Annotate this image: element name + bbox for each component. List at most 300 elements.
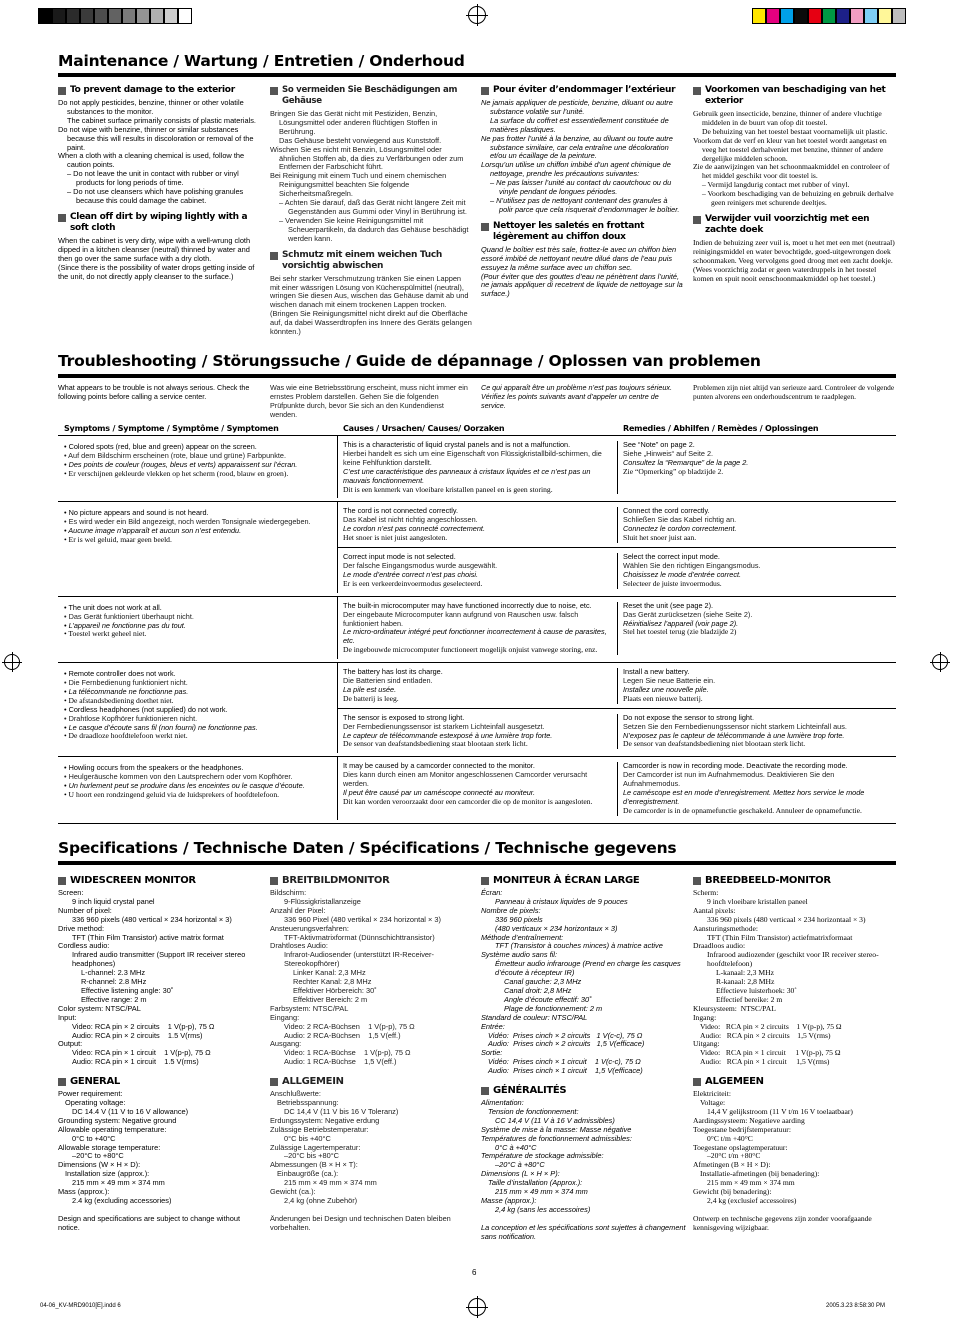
cell-text: The sensor is exposed to strong light. xyxy=(343,712,465,722)
maintenance-heading: Maintenance / Wartung / Entretien / Onderhoud xyxy=(58,52,465,70)
table-row xyxy=(58,663,896,757)
spec-line: 336 960 pixels (480 verticaal × 234 horizontaal × 3) xyxy=(707,914,866,924)
ts-intro-de: Was wie eine Betriebsstörung erscheint, muss nicht immer ein ernstes Problem darstellen. Gehen Sie die folgenden Prüfpunkte durch, bevor Sie sich an den Kundendienst wenden. xyxy=(270,383,468,419)
spec-line: Dimensions (W × H × D): xyxy=(58,1160,141,1170)
spec-line: Panneau à cristaux liquides de 9 pouces xyxy=(495,896,628,906)
cell-text: Der Fernbedienungssensor ist starkem Lichteinfall ausgesetzt. xyxy=(343,721,545,731)
spec-line: Ansteuerungsverfahren: xyxy=(270,923,349,933)
spec-line: –20°C bis +80°C xyxy=(284,1151,340,1161)
spec-line: Screen: xyxy=(58,888,84,897)
maintenance-en xyxy=(58,85,258,281)
maint-de-heading-2: Schmutz mit einem weichen Tuch vorsichtig abwischen xyxy=(282,249,442,271)
color-swatch xyxy=(108,8,122,24)
spec-line: DC 14,4 V (11 V bis 16 V Toleranz) xyxy=(284,1106,399,1116)
cause-remedy-row xyxy=(338,436,896,498)
spec-en-list-2 xyxy=(58,1090,263,1233)
spec-line: Ingang: xyxy=(693,1012,717,1022)
cell-text: Le micro-ordinateur intégré peut fonctionner incorrectement à cause de parasites, etc. xyxy=(343,627,607,646)
spec-line: Vidéo: Prises cinch × 1 circuit 1 V(c-c), 75 Ω xyxy=(488,1057,641,1067)
spec-line: Entrée: xyxy=(481,1021,505,1031)
spec-line: Plage de fonctionnement: 2 m xyxy=(504,1003,603,1013)
spec-line: Anschlußwerte: xyxy=(270,1089,321,1099)
spec-line: (480 verticaux × 234 horizontaux × 3) xyxy=(495,923,618,933)
spec-line: Color system: NTSC/PAL xyxy=(58,1003,141,1013)
cell-text: This is a characteristic of liquid crystal panels and is not a malfunction. xyxy=(343,440,571,449)
cell-text: C’est une caractéristique des panneaux à cristaux liquides et ce n’est pas un mauvais fonctionnement. xyxy=(343,466,591,485)
maint-en-heading-2: Clean off dirt by wiping lightly with a soft cloth xyxy=(70,211,248,233)
spec-line: 0°C to +40°C xyxy=(72,1133,116,1143)
spec-line: Gewicht (bij benadering): xyxy=(693,1187,772,1197)
col-header-causes: Causes / Ursachen/ Causes/ Oorzaken xyxy=(343,423,505,433)
cell-text: Der Camcorder ist nun im Aufnahmemodus. Deaktivieren Sie den Aufnahmemodus. xyxy=(623,770,835,789)
spec-line: Cordless audio: xyxy=(58,941,110,951)
remedy-cell xyxy=(618,507,896,543)
spec-en xyxy=(58,873,263,1233)
cell-text: Hierbei handelt es sich um eine Eigenschaft von Flüssigkristallbild-schirmen, die keine Fehlfunktion darstellt. xyxy=(343,448,602,467)
cell-text: Il peut être causé par un caméscope connecté au moniteur. xyxy=(343,788,535,798)
spec-line: Installation size (approx.): xyxy=(65,1169,150,1179)
cell-text: It may be caused by a camcorder connected to the monitor. xyxy=(343,761,535,771)
cell-text: Camcorder is now in recording mode. Deactivate the recording mode. xyxy=(623,761,848,771)
color-swatch xyxy=(836,8,850,24)
spec-line: Aantal pixels: xyxy=(693,905,736,915)
spec-line: Aardingssysteem: Negatieve aarding xyxy=(693,1115,805,1125)
spec-line: Voltage: xyxy=(700,1098,726,1108)
spec-line: R-kanaal: 2,8 MHz xyxy=(716,977,775,987)
ts-intro-en: What appears to be trouble is not always serious. Check the following points before calling a service center. xyxy=(58,383,250,401)
maint-fr-heading-1: Pour éviter d’endommager l’extérieur xyxy=(493,85,676,95)
spec-line: Infrarot-Audiosender (unterstützt IR-Receiver-Stereokopfhörer) xyxy=(284,950,434,969)
spec-line: Infrarood audiozender (geschikt voor IR receiver stereo-hoofdtelefoon) xyxy=(707,950,879,969)
cell-text: • Das Gerät funktioniert überhaupt nicht. xyxy=(64,611,194,621)
spec-line: 14,4 V gelijkstroom (11 V t/m 16 V toelaatbaar) xyxy=(707,1106,853,1116)
spec-line: Écran: xyxy=(481,888,503,897)
spec-line: Erdungssystem: Negative erdung xyxy=(270,1115,380,1125)
maint-nl-heading-2: Verwijder vuil voorzichtig met een zachte doek xyxy=(705,213,870,235)
maint-en-bullet: When a cloth with a cleaning chemical is used, follow the caution points. xyxy=(58,151,245,170)
maint-en-dash: – Do not use cleansers which have polishing granules because this could damage the cabinet. xyxy=(67,187,244,205)
cell-text: Er is een verkeerdeinvoermodus geselecteerd. xyxy=(343,578,483,588)
spec-line: Système audio sans fil: xyxy=(481,950,557,960)
maint-de-paragraph: Bei sehr starker Verschmutzung tränken Sie einen Lappen mit einer wässrigen Lösung von Küchenspülmittel (neutral), wringen Sie diesen Aus, wischen das Gehäuse damit ab und wischen danach mit einem trockenen Lappen trocken. xyxy=(270,273,469,310)
cell-text: De ingebouwde microcomputer functioneert mogelijk onjuist vanwege storing, enz. xyxy=(343,645,598,655)
color-swatch xyxy=(780,8,794,24)
spec-line: Video: RCA pin × 1 circuit 1 V(p-p), 75 Ω xyxy=(700,1048,841,1058)
spec-line: R-channel: 2.8 MHz xyxy=(81,977,147,987)
spec-line: Zulässige Betriebstemperatur: xyxy=(270,1124,369,1134)
spec-nl-list-2 xyxy=(693,1090,896,1233)
cause-cell xyxy=(338,441,618,494)
spec-line: TFT (Thin Film Transistor) actiefmatrixformaat xyxy=(707,932,853,942)
spec-line: Video: RCA pin × 2 circuits 1 V(p-p), 75 Ω xyxy=(700,1021,842,1031)
cell-text: Dit kan worden veroorzaakt door een camcorder die op de monitor is aangesloten. xyxy=(343,797,593,806)
spec-line: Video: RCA pin × 1 circuit 1 V(p-p), 75 Ω xyxy=(72,1048,211,1058)
spec-line: Audio: RCA pin × 1 circuit 1.5 V(rms) xyxy=(72,1057,199,1067)
cause-cell xyxy=(338,668,618,704)
spec-line: –20°C t/m +80°C xyxy=(707,1151,761,1161)
maint-de-paragraph: (Bringen Sie Reinigungsmittel nicht direkt auf die Oberfläche auf, da dabei Wasserdtropfen ins Innere des Geräts gelangen könnten.) xyxy=(270,309,472,337)
symptom-cell xyxy=(58,502,338,592)
color-swatch xyxy=(66,8,80,24)
spec-line: Afmetingen (B × H × D): xyxy=(693,1160,771,1170)
maint-en-note: The cabinet surface primarily consists of plastic materials. xyxy=(67,115,256,125)
cell-text: De sensor van deafstandsbediening staat blootaan sterk licht. xyxy=(343,739,528,749)
cell-text: • Aucune image n’apparaît et aucun son n’est entendu. xyxy=(64,526,242,536)
cell-text: Selecteer de juiste invoermodus. xyxy=(623,578,722,588)
spec-line: Nombre de pixels: xyxy=(481,905,541,915)
spec-line: Mass (approx.): xyxy=(58,1187,110,1197)
spec-line: Video: 1 RCA-Büchse 1 V(p-p), 75 Ω xyxy=(284,1048,411,1058)
spec-line: Angle d’écoute effectif: 30˚ xyxy=(504,994,592,1004)
maint-fr-note: La surface du coffret est essentiellement constituée de matières plastiques. xyxy=(490,115,669,134)
color-swatch xyxy=(150,8,164,24)
maint-fr-dash: – Ne pas laisser l’unité au contact du caoutchouc ou du vinyle pendant de longues périodes. xyxy=(490,178,672,197)
cell-text: • De afstandsbediening doethet niet. xyxy=(64,695,174,705)
maint-fr-bullet: Ne jamais appliquer de pesticide, benzine, diluant ou autre substance volatile sur l’unité. xyxy=(481,98,673,116)
cell-text: Dit is een kenmerk van vloeibare kristallen paneel en is geen storing. xyxy=(343,484,553,494)
table-row xyxy=(58,502,896,596)
maint-de-bullet: Bei Reinigung mit einem Tuch und einem chemischen Reinigungsmittel beachten Sie folgende Sicherheitsmaßregeln. xyxy=(270,171,447,199)
symptom-cell xyxy=(58,597,338,659)
cell-text: Installez une nouvelle pile. xyxy=(623,684,709,694)
spec-line: 9-Flüssigkristallanzeige xyxy=(284,896,361,906)
spec-line: 0°C à +40°C xyxy=(495,1142,537,1152)
spec-line: Sortie: xyxy=(481,1048,503,1058)
spec-line: 215 mm × 49 mm × 374 mm xyxy=(495,1187,588,1197)
cell-text: Le caméscope est en mode d’enregistrement. Mettez hors service le mode d’enregistrement. xyxy=(623,788,865,806)
spec-line: Audio: RCA pin × 1 circuit 1,5 V(rms) xyxy=(700,1057,830,1067)
spec-line: 336 960 Pixel (480 vertikal × 234 horizontal × 3) xyxy=(284,914,441,924)
spec-line: Toegestane bedrijfstemperatuur: xyxy=(693,1124,791,1134)
spec-line: Grounding system: Negative ground xyxy=(58,1115,177,1125)
cell-text: Wählen Sie den richtigen Eingangsmodus. xyxy=(623,560,761,570)
cell-text: Plaats een nieuwe batterij. xyxy=(623,693,703,703)
maint-en-paragraph: When the cabinet is very dirty, wipe with a well-wrung cloth dipped in a kitchen cleanser (neutral) thinned by water and then go over the same surface with a dry cloth. xyxy=(58,235,251,263)
spec-fr-heading-2: GÉNÉRALITÉS xyxy=(493,1085,567,1097)
cause-remedy-row xyxy=(338,502,896,548)
cause-remedy-row xyxy=(338,597,896,659)
color-swatch xyxy=(878,8,892,24)
spec-line: 9 inch liquid crystal panel xyxy=(72,896,155,906)
spec-line: Système de mise à la masse: Masse négative xyxy=(481,1124,632,1134)
spec-line: Dimensions (L × H × P): xyxy=(481,1169,560,1179)
table-body xyxy=(58,436,896,824)
spec-line: Audio: Prises cinch × 1 circuit 1,5 V(efficace) xyxy=(488,1066,643,1076)
spec-de-list-2 xyxy=(270,1090,475,1233)
cell-text: De batterij is leeg. xyxy=(343,693,399,703)
maintenance-nl xyxy=(693,85,896,284)
cell-text: • The unit does not work at all. xyxy=(64,602,162,612)
spec-line: L-kanaal: 2,3 MHz xyxy=(716,968,774,978)
cell-text: Der eingebaute Microcomputer kann aufgrund von Rauschen usw. falsch funktioniert haben. xyxy=(343,609,579,628)
maintenance-rule xyxy=(58,73,896,77)
maint-nl-note: De behuizing van het toestel bestaat voornamelijk uit plastic. xyxy=(702,126,888,136)
spec-line: Output: xyxy=(58,1039,83,1049)
spec-line: Effective range: 2 m xyxy=(81,994,147,1004)
color-swatch xyxy=(808,8,822,24)
spec-line: DC 14.4 V (11 V to 16 V allowance) xyxy=(72,1106,189,1116)
spec-line: Effektiver Bereich: 2 m xyxy=(293,994,368,1004)
spec-line: Video: RCA pin × 2 circuits 1 V(p-p), 75 Ω xyxy=(72,1021,215,1031)
cell-text: Reset the unit (see page 2). xyxy=(623,600,714,610)
spec-line: Audio: 2 RCA-Büchsen 1,5 V(eff.) xyxy=(284,1030,401,1040)
cell-text: See “Note” on page 2. xyxy=(623,440,695,449)
spec-line: Aansturingsmethode: xyxy=(693,923,758,933)
color-swatch xyxy=(80,8,94,24)
cell-text: • Es wird weder ein Bild angezeigt, noch werden Tonsignale wiedergegeben. xyxy=(64,517,311,527)
spec-line: Farbsystem: NTSC/PAL xyxy=(270,1003,349,1013)
symptom-cell xyxy=(58,436,338,498)
spec-nl-heading-2: ALGEMEEN xyxy=(705,1076,764,1088)
maint-nl-bullet: Zie de aanwijzingen van het schoonmaakmiddel en controleer of het middel geschikt voor dit toestel is. xyxy=(693,162,890,181)
spec-line: Émetteur audio infrarouge (Prend en charge les casques d’écoute à récepteur IR) xyxy=(495,959,683,978)
spec-line: Drive method: xyxy=(58,923,105,933)
troubleshooting-heading: Troubleshooting / Störungssuche / Guide de dépannage / Oplossen van problemen xyxy=(58,352,761,370)
maint-nl-paragraph: (Wees voorzichtig zodat er geen waterdruppels in het toestel komen en spuit nooit eenschoonmaakmiddel op het toestel.) xyxy=(693,264,877,283)
maint-de-dash: – Achten Sie darauf, daß das Gerät nicht längere Zeit mit Gegenständen aus Gummi oder Vinyl in Berührung ist. xyxy=(279,198,467,216)
color-swatch xyxy=(136,8,150,24)
maint-fr-paragraph: (Pour éviter que des gouttes d’eau ne pénètrent dans l’unité, ne jamais appliquer di recetrent de liquide de nettoyage sur la surface.) xyxy=(481,271,683,299)
maint-nl-heading-1: Voorkomen van beschadiging van het exterior xyxy=(705,85,886,106)
cell-text: Legen Sie neue Batterie ein. xyxy=(623,676,716,686)
color-swatch xyxy=(164,8,178,24)
cell-text: • Drahtlose Kopfhörer funktionieren nicht. xyxy=(64,713,198,723)
spec-line: Méthode d’entraînement: xyxy=(481,932,564,942)
spec-line: Toegestane opslagtemperatuur: xyxy=(693,1142,788,1152)
spec-en-list-1 xyxy=(58,889,263,1067)
spec-line: Scherm: xyxy=(693,888,719,897)
cell-text: Zie “Opmerking” op bladzijde 2. xyxy=(623,466,724,476)
spec-line: TFT (Thin Film Transistor) active matrix format xyxy=(72,932,224,942)
spec-line: Linker Kanal: 2,3 MHz xyxy=(293,968,366,978)
spec-line: –20°C à +80°C xyxy=(495,1160,545,1170)
cell-text: Siehe „Hinweis“ auf Seite 2. xyxy=(623,448,714,458)
cell-text: Dies kann durch einen am Monitor angeschlossenen Camcorder verursacht werden. xyxy=(343,770,588,789)
cell-text: Het snoer is niet juist aangesloten. xyxy=(343,533,448,543)
maint-nl-paragraph: Indien de behuizing zeer vuil is, moet u het met een met (neutraal) reinigingsmiddel en water bevochtigde, goed-uitgewrongen doek schoonmaken. Veeg vervolgens goed droog met een zacht doekje. xyxy=(693,237,895,265)
spec-fr-heading-1: MONITEUR À ÉCRAN LARGE xyxy=(493,875,640,886)
spec-line: 215 mm × 49 mm × 374 mm xyxy=(72,1178,165,1188)
cell-text: • No picture appears and sound is not heard. xyxy=(64,508,209,518)
color-swatch xyxy=(850,8,864,24)
maint-fr-bullet: Lorsqu’un utilise un chiffon imbibé d’un agent chimique de nettoyage, prendre les précautions suivantes: xyxy=(481,160,671,179)
cell-text: • U hoort een rondzingend geluid via de luidsprekers of hoofdtelefoon. xyxy=(64,790,280,800)
spec-line: 2,4 kg (sans les accessoires) xyxy=(495,1204,591,1214)
cell-text: Choisissez le mode d’entrée correct. xyxy=(623,569,742,579)
cell-text: • Heulgeräusche kommen von den Lautsprechern oder vom Kopfhörer. xyxy=(64,772,293,782)
spec-line: Alimentation: xyxy=(481,1098,524,1108)
spec-line: Number of pixel: xyxy=(58,905,112,915)
cause-cell xyxy=(338,714,618,750)
cell-text: • Remote controller does not work. xyxy=(64,669,176,679)
spec-line: 215 mm × 49 mm × 374 mm xyxy=(707,1178,795,1188)
cell-text: Consultez la “Remarque” de la page 2. xyxy=(623,457,749,467)
spec-line: –20°C to +80°C xyxy=(72,1151,124,1161)
maint-nl-dash: – Voorkom beschadiging van de behuizing en gebruik derhalve geen reinigers met schurende deeltjes. xyxy=(702,189,894,208)
spec-line: Elektriciteit: xyxy=(693,1089,731,1099)
maintenance-de xyxy=(270,85,472,337)
cause-cell xyxy=(338,762,618,815)
spec-line: Eingang: xyxy=(270,1012,300,1022)
maint-en-bullet: Do not apply pesticides, benzine, thinner or other volatile substances to the monitor. xyxy=(58,98,244,116)
cause-remedy-row xyxy=(338,709,896,754)
cell-text: Setzen Sie den Fernbedienungssensor nicht starkem Lichteinfall aus. xyxy=(623,721,847,731)
color-swatch xyxy=(38,8,52,24)
spec-line: Tension de fonctionnement: xyxy=(488,1106,579,1116)
ts-intro-fr: Ce qui apparaît être un problème n’est pas toujours sérieux. Vérifiez les points suivants avant d’appeler un centre de service. xyxy=(481,383,672,410)
spec-line: Rechter Kanal: 2,8 MHz xyxy=(293,977,372,987)
cell-text: Das Gerät zurücksetzen (siehe Seite 2). xyxy=(623,609,753,619)
spec-nl xyxy=(693,873,896,1233)
registration-mark-left xyxy=(4,654,20,670)
cell-text: Die Batterien sind entladen. xyxy=(343,676,433,686)
color-swatch xyxy=(892,8,906,24)
symptom-cell xyxy=(58,663,338,753)
remedy-cell xyxy=(618,441,896,494)
cell-text: Correct input mode is not selected. xyxy=(343,552,456,562)
cause-cell xyxy=(338,602,618,655)
cell-text: • Auf dem Bildschirm erscheinen (rote, blaue und grüne) Farbpunkte. xyxy=(64,450,286,460)
maint-fr-heading-2: Nettoyer les saletés en frottant légèrement au chiffon doux xyxy=(493,220,645,242)
cell-text: • Die Fernbedienung funktioniert nicht. xyxy=(64,678,188,688)
cause-cell xyxy=(338,553,618,589)
color-swatch xyxy=(122,8,136,24)
maint-en-heading-1: To prevent damage to the exterior xyxy=(70,85,235,95)
spec-line: Audio: 1 RCA-Büchse 1,5 V(eff.) xyxy=(284,1057,397,1067)
cell-text: • Cordless headphones (not supplied) do not work. xyxy=(64,704,228,714)
spec-line: Einbaugröße (ca.): xyxy=(277,1169,339,1179)
cell-text: • Toestel werkt geheel niet. xyxy=(64,629,147,639)
maint-fr-dash: – N’utilisez pas de nettoyant contenant des granules à polir parce que cela risquerait d’endommager le boîtier. xyxy=(490,195,680,214)
cell-text: • Er is wel geluid, maar geen beeld. xyxy=(64,535,172,545)
spec-line: TFT (Transistor à couches minces) à matrice active xyxy=(495,941,663,951)
spec-line: Masse (approx.): xyxy=(481,1196,537,1205)
cell-text: The battery has lost its charge. xyxy=(343,667,443,677)
cause-remedy-row xyxy=(338,548,896,593)
spec-line: TFT-Aktivmatrixformat (Dünnschichttransistor) xyxy=(284,932,435,942)
spec-line: Standard de couleur: NTSC/PAL xyxy=(481,1012,588,1022)
spec-line: Gewicht (ca.): xyxy=(270,1187,316,1197)
cell-text: Do not expose the sensor to strong light. xyxy=(623,712,755,722)
cell-text: Réinitialisez l’appareil (voir page 2). xyxy=(623,618,739,628)
table-row xyxy=(58,597,896,663)
color-swatch xyxy=(794,8,808,24)
remedy-cell xyxy=(618,668,896,704)
cell-text: Das Kabel ist nicht richtig angeschlossen. xyxy=(343,515,478,525)
spec-line: Allowable storage temperature: xyxy=(58,1142,161,1152)
spec-line: La conception et les spécifications sont sujettes à changement sans notification. xyxy=(481,1222,688,1241)
cell-text: • Des points de couleur (rouges, bleus et verts) apparaissent sur l’écran. xyxy=(64,459,298,469)
cell-text: Install a new battery. xyxy=(623,667,690,677)
specifications-rule xyxy=(58,861,896,865)
spec-line: Canal gauche: 2,3 MHz xyxy=(504,977,582,987)
registration-mark-top xyxy=(468,6,486,24)
spec-fr-list-2 xyxy=(481,1099,686,1242)
grayscale-bar xyxy=(38,0,198,26)
cell-text: Le mode d’entrée correct n’est pas choisi. xyxy=(343,569,479,579)
spec-fr-list-1 xyxy=(481,889,686,1076)
cell-text: • L’appareil ne fonctionne pas du tout. xyxy=(64,620,186,630)
color-swatch xyxy=(864,8,878,24)
maint-de-bullet: Bringen Sie das Gerät nicht mit Pestiziden, Benzin, Lösungsmittel oder anderen flüchtigen Stoffen in Berührung. xyxy=(270,109,438,136)
page-number: 6 xyxy=(472,1268,477,1277)
spec-line: Power requirement: xyxy=(58,1089,123,1099)
color-swatch xyxy=(52,8,66,24)
spec-line: CC 14,4 V (11 V à 16 V admissibles) xyxy=(495,1115,615,1125)
table-header xyxy=(58,421,896,436)
spec-line: Bildschirm: xyxy=(270,888,307,897)
spec-line: Operating voltage: xyxy=(65,1098,126,1108)
remedy-cell xyxy=(618,714,896,750)
spec-line: 0°C bis +40°C xyxy=(284,1133,331,1143)
spec-de-list-1 xyxy=(270,889,475,1067)
cell-text: La pile est usée. xyxy=(343,684,397,694)
spec-line: 2.4 kg (excluding accessories) xyxy=(72,1196,172,1205)
col-header-remedies: Remedies / Abhilfen / Remèdes / Oplossingen xyxy=(623,423,819,433)
spec-line: Uitgang: xyxy=(693,1039,720,1049)
spec-de-heading-2: ALLGEMEIN xyxy=(282,1076,344,1088)
spec-line: Audio: Prises cinch × 2 circuits 1,5 V(efficace) xyxy=(488,1039,645,1049)
cell-text: Select the correct input mode. xyxy=(623,552,720,562)
remedy-cell xyxy=(618,602,896,655)
spec-nl-list-1 xyxy=(693,889,896,1067)
spec-de xyxy=(270,873,475,1233)
cell-text: • Le casque d’écoute sans fil (non fourni) ne fonctionne pas. xyxy=(64,722,258,732)
cell-text: Connectez le cordon correctement. xyxy=(623,524,737,534)
spec-line: 336 960 pixels (480 vertical × 234 horizontal × 3) xyxy=(72,914,232,924)
maint-de-heading-1: So vermeiden Sie Beschädigungen am Gehäuse xyxy=(282,85,458,106)
spec-line: Canal droit: 2,8 MHz xyxy=(504,985,572,995)
cell-text: De camcorder is in de opnamefunctie geschakeld. Annuleer de opnamefunctie. xyxy=(623,805,862,815)
spec-line: Ausgang: xyxy=(270,1039,302,1049)
spec-de-heading-1: BREITBILDMONITOR xyxy=(282,875,390,886)
cell-text: Sluit het snoer juist aan. xyxy=(623,533,697,543)
table-row xyxy=(58,436,896,502)
color-swatch xyxy=(766,8,780,24)
maint-nl-dash: – Vermijd langdurig contact met rubber of vinyl. xyxy=(702,180,850,190)
spec-line: Video: 2 RCA-Büchsen 1 V(p-p), 75 Ω xyxy=(284,1021,415,1031)
spec-line: Températures de fonctionnement admissibles: xyxy=(481,1133,632,1143)
spec-line: 2,4 kg (exclusief accessoires) xyxy=(707,1196,797,1205)
registration-mark-right xyxy=(932,654,948,670)
maint-en-dash: – Do not leave the unit in contact with rubber or vinyl products for long periods of time. xyxy=(67,169,239,188)
cell-text: • La télécommande ne fonctionne pas. xyxy=(64,686,189,696)
maint-de-note: Das Gehäuse besteht vorwiegend aus Kunststoff. xyxy=(279,135,442,145)
spec-line: Betriebsspannung: xyxy=(277,1098,339,1108)
spec-nl-heading-1: BREEDBEELD-MONITOR xyxy=(705,875,831,886)
spec-line: Infrared audio transmitter (Support IR receiver stereo headphones) xyxy=(72,950,248,969)
cause-cell xyxy=(338,507,618,543)
remedy-cell xyxy=(618,553,896,589)
footer-file-name: 04-06_KV-MRD9010[E].indd 6 xyxy=(40,1303,121,1309)
spec-line: 215 mm × 49 mm × 374 mm xyxy=(284,1178,377,1188)
spec-line: Abmessungen (B × H × T): xyxy=(270,1160,358,1170)
cell-text: The built-in microcomputer may have functioned incorrectly due to noise, etc. xyxy=(343,600,592,610)
color-swatch xyxy=(752,8,766,24)
maint-nl-bullet: Gebruik geen insecticide, benzine, thinner of andere vluchtige middelen in de buurt van ofop dit toestel. xyxy=(693,109,882,127)
cell-text: N’exposez pas le capteur de télécommande à une lumière trop forte. xyxy=(623,730,845,740)
maint-de-dash: – Verwenden Sie keine Reinigungsmittel mit Scheuerpartikeln, da dadurch das Gehäuse beschädigt werden kann. xyxy=(279,215,469,243)
spec-line: Effektiver Hörbereich: 30˚ xyxy=(293,985,377,995)
spec-line: 336 960 pixels xyxy=(495,914,543,924)
color-swatch xyxy=(178,8,192,24)
cell-text: The cord is not connected correctly. xyxy=(343,506,459,516)
maint-fr-paragraph: Quand le boîtier est très sale, frottez-le avec un chiffon bien essoré imbibé de nettoyant neutre dilué dans de l’eau puis essuyez la même surface avec un chiffon sec. xyxy=(481,244,677,272)
spec-line: 0°C t/m +40°C xyxy=(707,1133,753,1143)
spec-line: 2,4 kg (ohne Zubehör) xyxy=(284,1196,358,1205)
color-swatch xyxy=(822,8,836,24)
cause-remedy-row xyxy=(338,757,896,819)
